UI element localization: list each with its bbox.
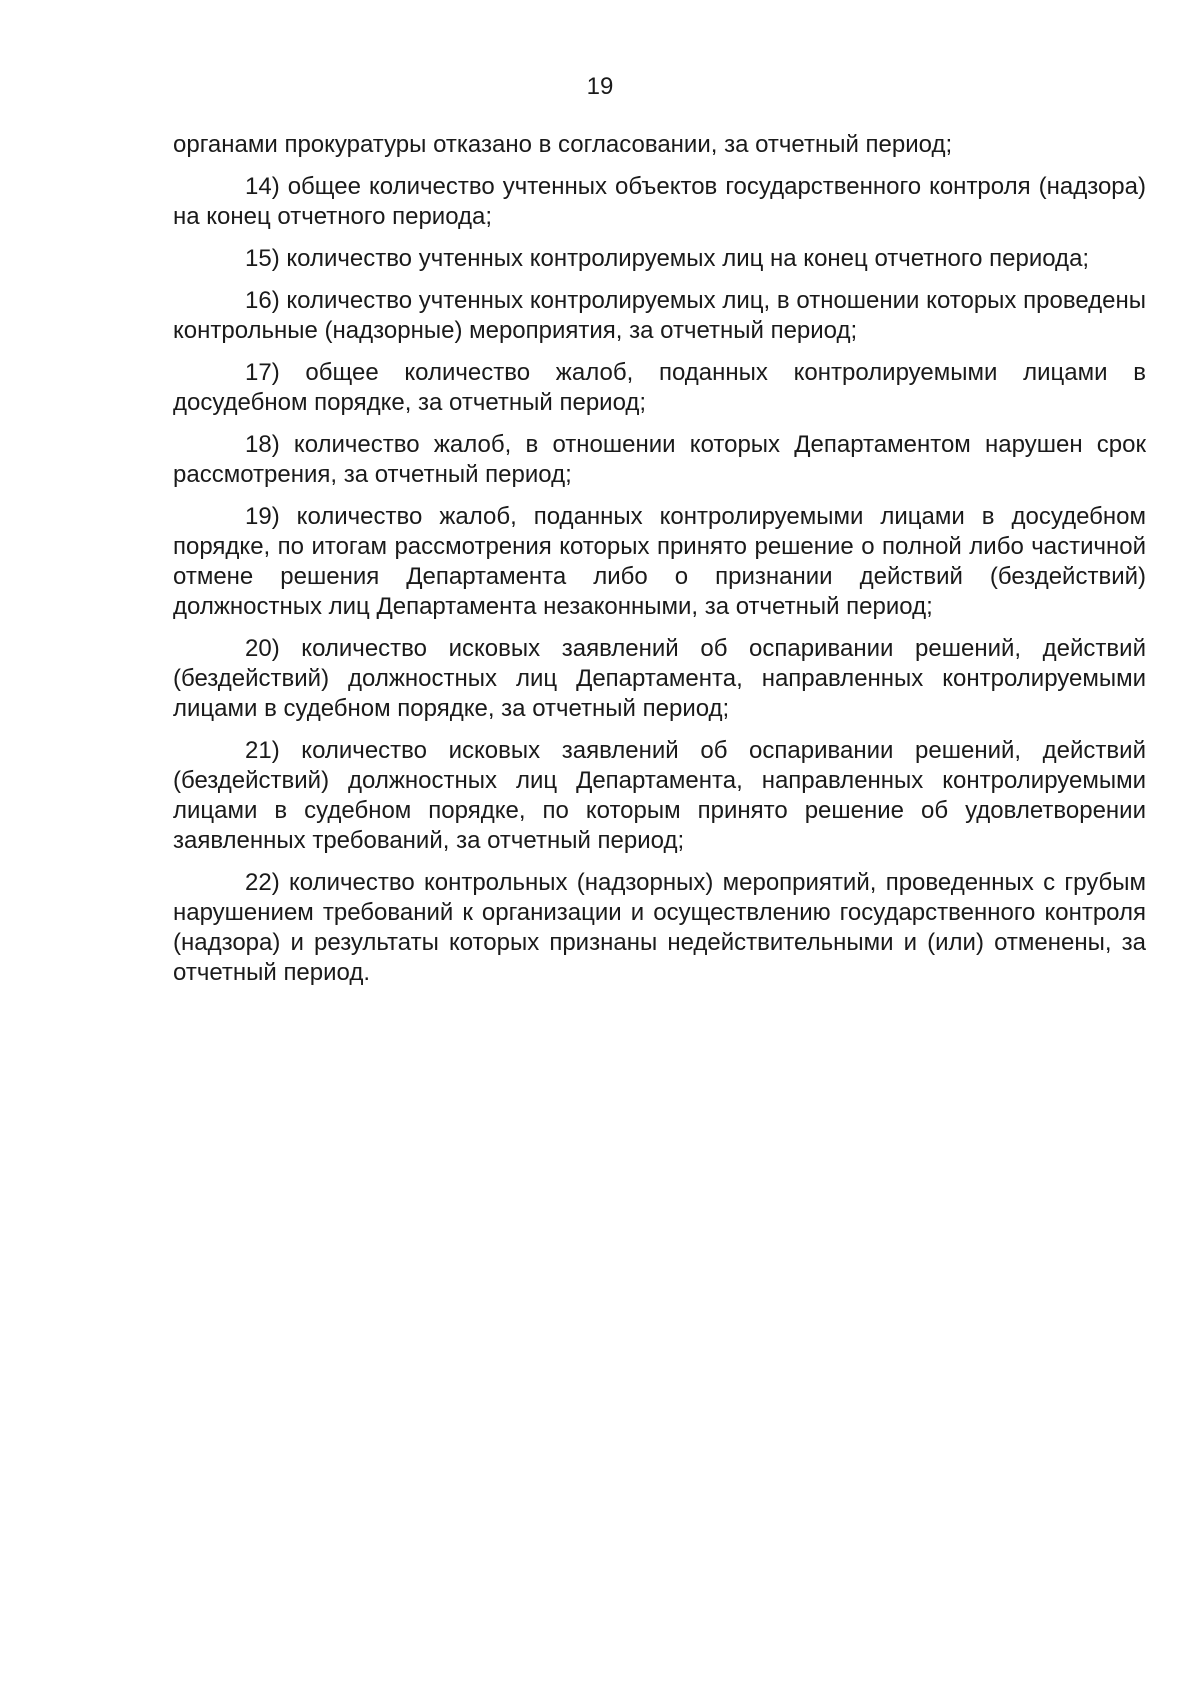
- document-body: [173, 130, 1146, 1000]
- list-item-14: 14) общее количество учтенных объектов государственного контроля (надзора) на конец отчетного периода;: [173, 173, 1146, 230]
- list-item-18: 18) количество жалоб, в отношении которых Департаментом нарушен срок рассмотрения, за отчетный период;: [173, 431, 1146, 488]
- list-item-20: 20) количество исковых заявлений об оспаривании решений, действий (бездействий) должностных лиц Департамента, направленных контролируемыми лицами в судебном порядке, за отчетный период;: [173, 635, 1146, 722]
- list-item-19: 19) количество жалоб, поданных контролируемыми лицами в досудебном порядке, по итогам рассмотрения которых принято решение о полной либо частичной отмене решения Департамента либо о признании действий (бездействий) должностных лиц Департамента незаконными, за отчетный период;: [173, 503, 1146, 620]
- paragraph-continuation: органами прокуратуры отказано в согласовании, за отчетный период;: [173, 131, 953, 158]
- list-item-17: 17) общее количество жалоб, поданных контролируемыми лицами в досудебном порядке, за отчетный период;: [173, 359, 1146, 416]
- list-item-22: 22) количество контрольных (надзорных) мероприятий, проведенных с грубым нарушением требований к организации и осуществлению государственного контроля (надзора) и результаты которых признаны недействительными и (или) отменены, за отчетный период.: [173, 869, 1146, 986]
- page-number: 19: [586, 73, 614, 100]
- list-item-16: 16) количество учтенных контролируемых лиц, в отношении которых проведены контрольные (надзорные) мероприятия, за отчетный период;: [173, 287, 1146, 344]
- list-item-21: 21) количество исковых заявлений об оспаривании решений, действий (бездействий) должностных лиц Департамента, направленных контролируемыми лицами в судебном порядке, по которым принято решение об удовлетворении заявленных требований, за отчетный период;: [173, 737, 1146, 854]
- list-item-15: 15) количество учтенных контролируемых лиц на конец отчетного периода;: [245, 245, 1090, 272]
